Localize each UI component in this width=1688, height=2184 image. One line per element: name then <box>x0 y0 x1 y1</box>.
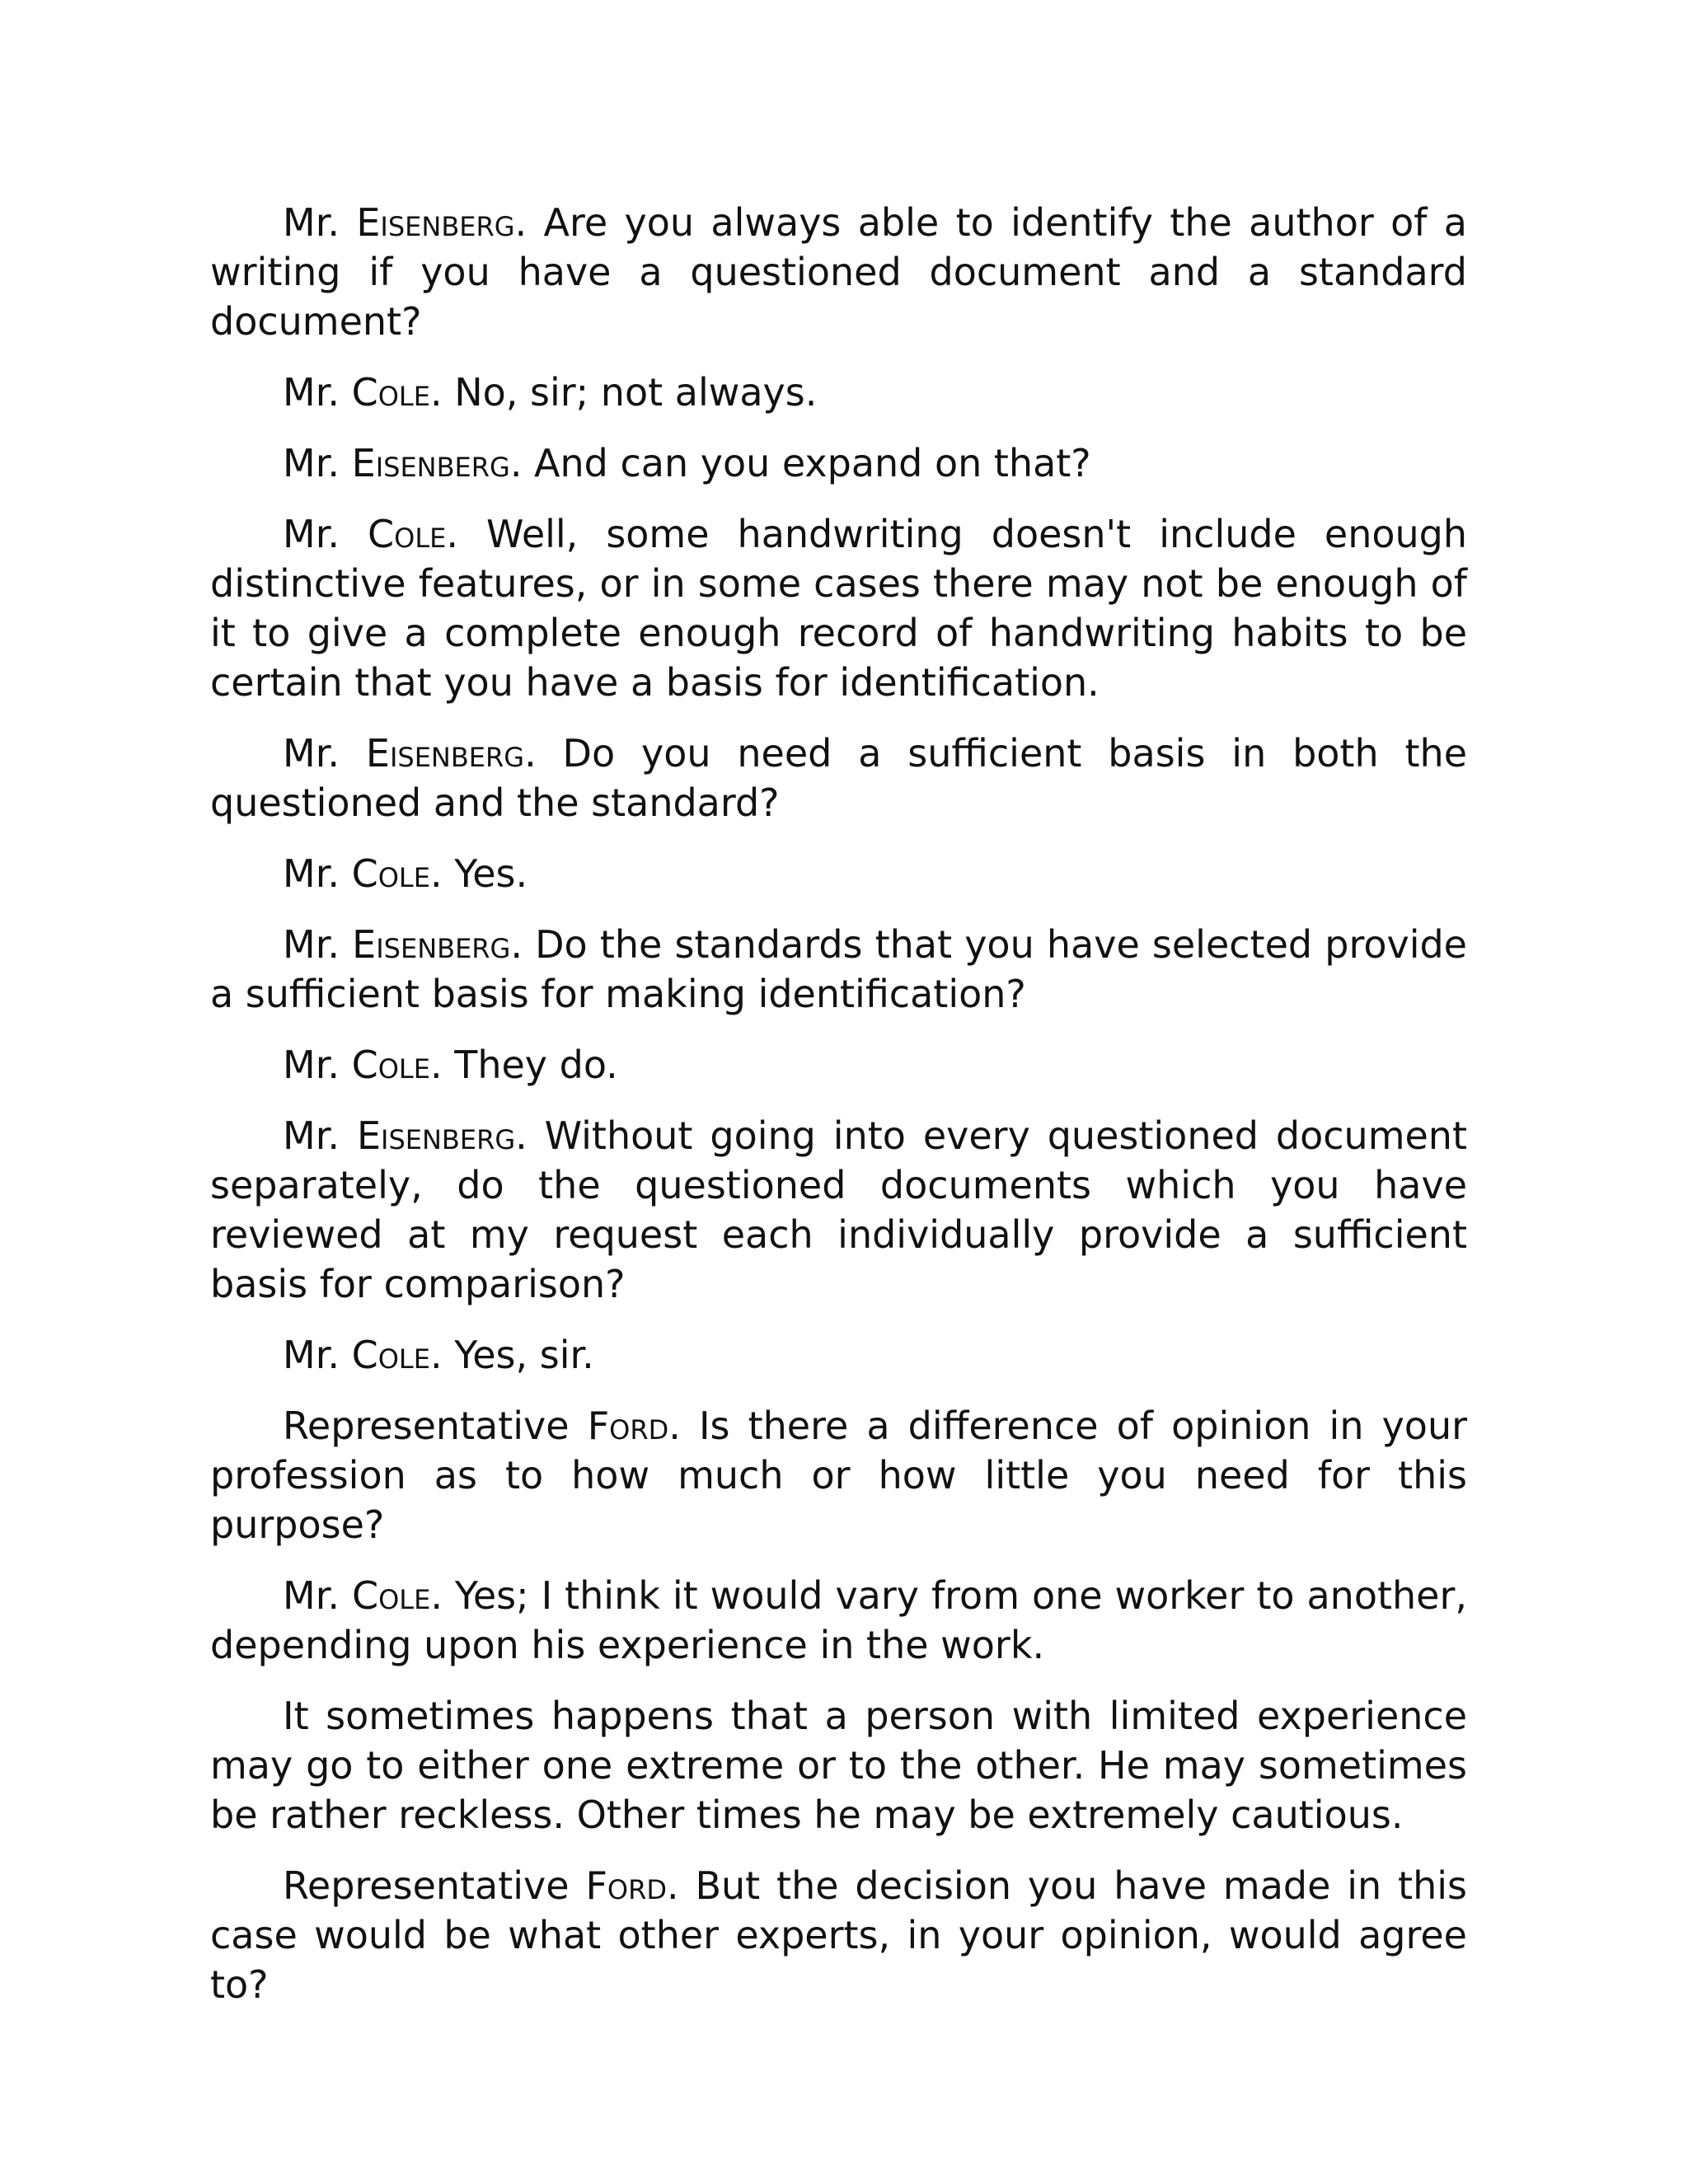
paragraph-text: . Is there a difference of opinion in your profession as to how much or how little you need for this purpose? <box>210 1404 1468 1547</box>
transcript-paragraph <box>210 1691 1467 1840</box>
speaker-title: Mr. <box>283 200 340 245</box>
paragraph-text: . They do. <box>429 1043 618 1087</box>
paragraph-text: . Without going into every questioned document separately, do the questioned documents which you have reviewed at my request each individually provide a sufficient basis for comparison? <box>210 1113 1467 1306</box>
speaker-name: Eisenberg <box>351 441 510 485</box>
transcript-paragraph <box>210 509 1467 707</box>
speaker-title: Mr. <box>283 1043 340 1087</box>
paragraph-text: . And can you expand on that? <box>509 441 1091 485</box>
paragraph-text: . Are you always able to identify the author of a writing if you have a questioned document and a standard document? <box>210 200 1467 344</box>
speaker-name: Eisenberg <box>365 731 525 776</box>
speaker-name: Cole <box>351 1333 430 1377</box>
speaker-name: Cole <box>351 1043 430 1087</box>
speaker-name: Ford <box>585 1863 667 1908</box>
transcript-paragraph <box>210 729 1467 827</box>
paragraph-text: . Do the standards that you have selected provide a sufficient basis for making identification? <box>210 922 1467 1016</box>
transcript-paragraph <box>210 849 1467 898</box>
transcript-paragraph <box>210 1861 1467 2009</box>
speaker-title: Mr. <box>283 1113 340 1158</box>
speaker-title: Mr. <box>283 370 340 415</box>
speaker-title: Mr. <box>283 1573 340 1618</box>
transcript-paragraph <box>210 1571 1467 1670</box>
transcript-paragraph <box>210 1040 1467 1090</box>
speaker-title: Mr. <box>283 922 340 967</box>
transcript-paragraph <box>210 198 1467 346</box>
transcript-paragraph <box>210 438 1467 488</box>
speaker-title: Mr. <box>283 512 340 556</box>
speaker-title: Mr. <box>283 731 340 776</box>
transcript-paragraph <box>210 368 1467 417</box>
speaker-name: Cole <box>351 1573 431 1618</box>
paragraph-text: . Yes, sir. <box>429 1333 594 1377</box>
speaker-name: Eisenberg <box>356 1113 516 1158</box>
speaker-title: Mr. <box>283 851 340 896</box>
paragraph-text: . Do you need a sufficient basis in both the questioned and the standard? <box>210 731 1467 825</box>
paragraph-text: . No, sir; not always. <box>429 370 818 415</box>
transcript-paragraph <box>210 1330 1467 1380</box>
speaker-name: Cole <box>351 370 430 415</box>
paragraph-text: . Well, some handwriting doesn't include enough distinctive features, or in some cases there may not be enough of it to give a complete enough record of handwriting habits to be certain that you have a basis for identification. <box>210 512 1467 705</box>
paragraph-text: . But the decision you have made in this case would be what other experts, in your opinion, would agree to? <box>210 1863 1467 2007</box>
speaker-name: Cole <box>351 851 430 896</box>
speaker-title: Mr. <box>283 441 340 485</box>
speaker-name: Eisenberg <box>356 200 515 245</box>
speaker-name: Cole <box>368 512 447 556</box>
speaker-title: Representative <box>283 1863 570 1908</box>
transcript-paragraph <box>210 920 1467 1019</box>
paragraph-text: . Yes. <box>429 851 528 896</box>
transcript-paragraph <box>210 1401 1467 1549</box>
speaker-title: Mr. <box>283 1333 340 1377</box>
speaker-name: Ford <box>587 1404 669 1448</box>
paragraph-text: . Yes; I think it would vary from one worker to another, depending upon his experience in the work. <box>210 1573 1467 1667</box>
transcript-page <box>210 198 1467 2031</box>
speaker-title: Representative <box>283 1404 570 1448</box>
transcript-paragraph <box>210 1111 1467 1309</box>
speaker-name: Eisenberg <box>352 922 511 967</box>
paragraph-text: It sometimes happens that a person with limited experience may go to either one extreme or to the other. He may sometimes be rather reckless. Other times he may be extremely cautious. <box>210 1694 1467 1837</box>
